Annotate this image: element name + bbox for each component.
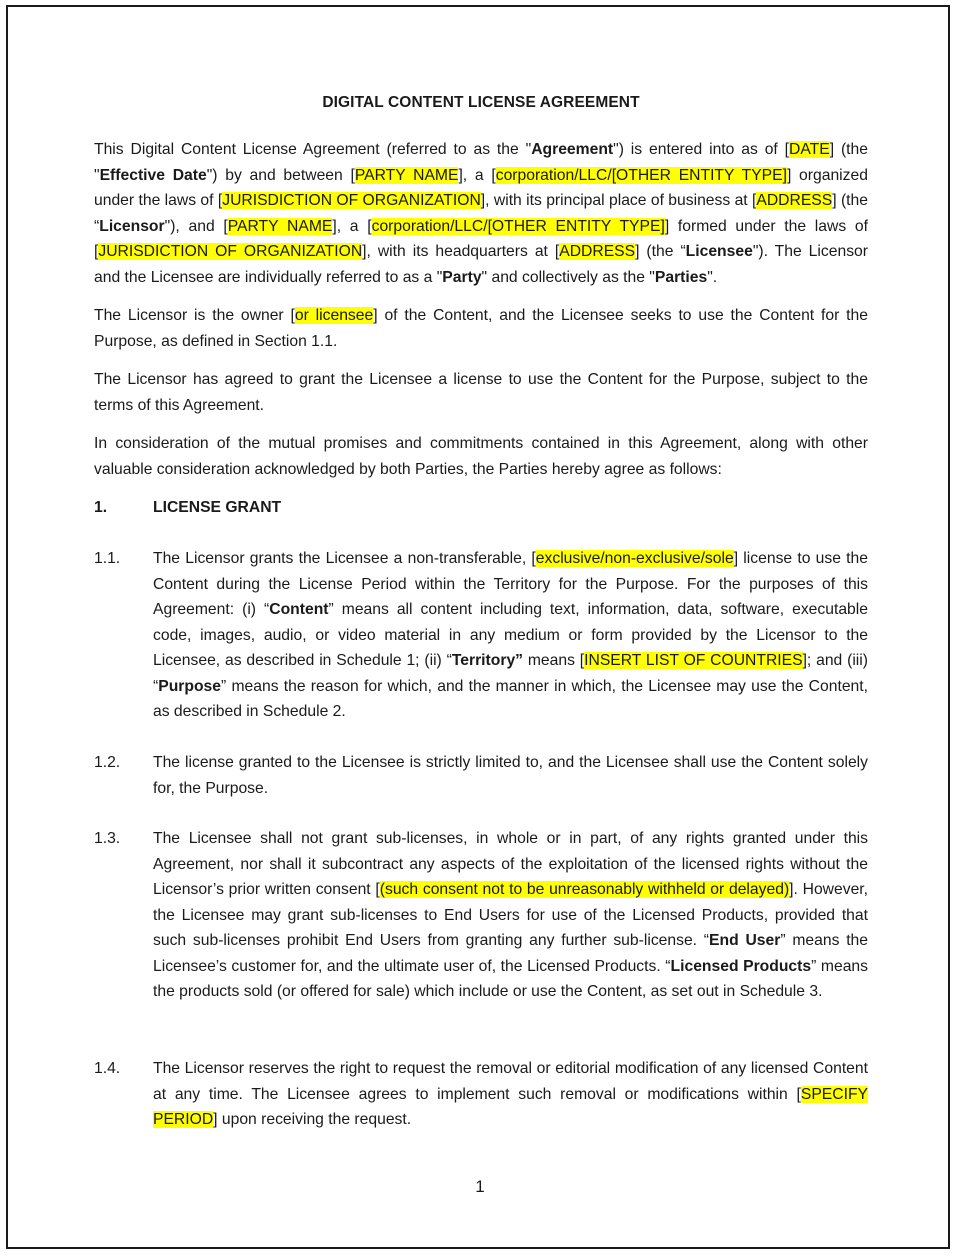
section-number: 1.	[94, 499, 108, 516]
document-page	[6, 5, 950, 1249]
text-run: ]. However, the Licensee may grant sub-licenses to End Users for use of the Licensed Products, provided that such sub-licenses prohibit End Users from granting any further sub-license. “	[153, 881, 869, 949]
text-run: ] of the Content, and the Licensee seeks to use the Content for the Purpose, as defined in Section 1.1.	[94, 307, 868, 350]
placeholder-highlight: JURISDICTION OF ORGANIZATION	[98, 243, 363, 260]
text-run: ” means the Licensee’s customer for, and the ultimate user of, the Licensed Products. “	[153, 932, 869, 975]
text-run: The Licensee shall not grant sub-licenses, in whole or in part, of any rights granted under this Agreement, nor shall it subcontract any aspects of the exploitation of the licensed rights without the Licensor’s prior written consent [	[153, 830, 868, 898]
defined-term: Licensed Products	[670, 957, 812, 975]
clause-1-2-text: The license granted to the Licensee is strictly limited to, and the Licensee shall use the Content solely for, the Purpose.	[153, 754, 868, 797]
text-run: ] formed under the laws of [	[94, 217, 868, 260]
intro-paragraph-license-agreed: The Licensor has agreed to grant the Licensee a license to use the Content for the Purpose, subject to the terms of this Agreement.	[94, 371, 868, 414]
intro-paragraph-parties	[94, 137, 868, 290]
defined-term: Effective Date	[99, 166, 207, 184]
clause-number: 1.3.	[94, 830, 121, 847]
placeholder-highlight: PARTY NAME	[227, 217, 333, 235]
text-run: This Digital Content License Agreement (referred to as the "	[94, 141, 532, 158]
clause-number: 1.2.	[94, 754, 121, 771]
text-run: ]; and (iii) “	[153, 652, 868, 695]
text-run: The Licensor is the owner [	[94, 307, 295, 324]
intro-paragraph-consideration: In consideration of the mutual promises and commitments contained in this Agreement, along with other valuable consideration acknowledged by both Parties, the Parties hereby agree as follows:	[94, 435, 868, 478]
text-run: ], a [	[332, 217, 372, 235]
defined-term: End User	[709, 932, 781, 949]
clause-number: 1.4.	[94, 1060, 121, 1077]
defined-term: Party	[442, 268, 482, 286]
defined-term: Parties	[654, 268, 708, 286]
text-run: ] (the "	[94, 141, 868, 184]
text-run: ] (the “	[635, 243, 686, 260]
text-run: ") by and between [	[206, 166, 355, 184]
placeholder-highlight: corporation/LLC/[OTHER ENTITY TYPE]	[495, 166, 787, 184]
placeholder-highlight: corporation/LLC/[OTHER ENTITY TYPE]	[371, 217, 665, 235]
clause-1-4-text	[153, 1056, 868, 1133]
text-run: ] (the “	[94, 192, 868, 235]
defined-term: Licensor	[99, 217, 165, 235]
text-run: ] upon receiving the request.	[213, 1111, 412, 1128]
text-run: The Licensor grants the Licensee a non-transferable, [	[153, 550, 536, 567]
defined-term: Purpose	[158, 677, 221, 695]
placeholder-highlight: exclusive/non-exclusive/sole	[535, 550, 734, 567]
placeholder-highlight: or licensee	[294, 307, 374, 324]
clause-number: 1.1.	[94, 550, 121, 567]
text-run: ] organized under the laws of [	[94, 166, 868, 209]
text-run: The Licensor reserves the right to request the removal or editorial modification of any licensed Content at any time. The Licensee agrees to implement such removal or modifications within [	[153, 1060, 868, 1103]
placeholder-highlight: ADDRESS	[559, 243, 636, 260]
text-run: ], with its principal place of business at [	[480, 192, 757, 209]
clause-1-3-text	[153, 826, 868, 1005]
text-run: ], a [	[458, 166, 496, 184]
defined-term: Agreement	[531, 141, 614, 158]
placeholder-highlight: INSERT LIST OF COUNTRIES	[584, 652, 803, 669]
placeholder-highlight: PARTY NAME	[354, 166, 459, 184]
text-run: ” means the products sold (or offered for sale) which include or use the Content, as set out in Schedule 3.	[153, 957, 869, 1000]
text-run: ".	[707, 268, 718, 286]
page-number: 1	[475, 1177, 485, 1196]
intro-paragraph-ownership	[94, 303, 868, 354]
placeholder-highlight: SPECIFY PERIOD	[153, 1085, 868, 1128]
text-run: means [	[523, 652, 585, 669]
document-title: DIGITAL CONTENT LICENSE AGREEMENT	[322, 94, 640, 111]
placeholder-highlight: ADDRESS	[756, 192, 833, 209]
defined-term: Content	[269, 601, 329, 618]
text-run: ], with its headquarters at [	[362, 243, 560, 260]
text-run: ") is entered into as of [	[613, 141, 790, 158]
text-run: "), and [	[164, 217, 228, 235]
text-run: " and collectively as the "	[481, 268, 655, 286]
defined-term: Territory”	[451, 652, 524, 669]
text-run: ” means all content including text, information, data, software, executable code, images, audio, or video material in any medium or form provided by the Licensor to the Licensee, as described in Schedule 1; (ii) “	[153, 601, 868, 669]
clause-1-1-text	[153, 546, 868, 725]
text-run: "). The Licensor and the Licensee are individually referred to as a "	[94, 243, 868, 286]
placeholder-highlight: JURISDICTION OF ORGANIZATION	[222, 192, 481, 209]
defined-term: Licensee	[685, 243, 753, 260]
text-run: ] license to use the Content during the License Period within the Territory for the Purpose. For the purposes of this Agreement: (i) “	[153, 550, 868, 618]
placeholder-highlight: DATE	[789, 141, 830, 158]
section-heading: LICENSE GRANT	[153, 499, 282, 516]
text-run: ” means the reason for which, and the manner in which, the Licensee may use the Content, as described in Schedule 2.	[153, 677, 868, 720]
placeholder-highlight: (such consent not to be unreasonably withheld or delayed)	[379, 881, 790, 898]
